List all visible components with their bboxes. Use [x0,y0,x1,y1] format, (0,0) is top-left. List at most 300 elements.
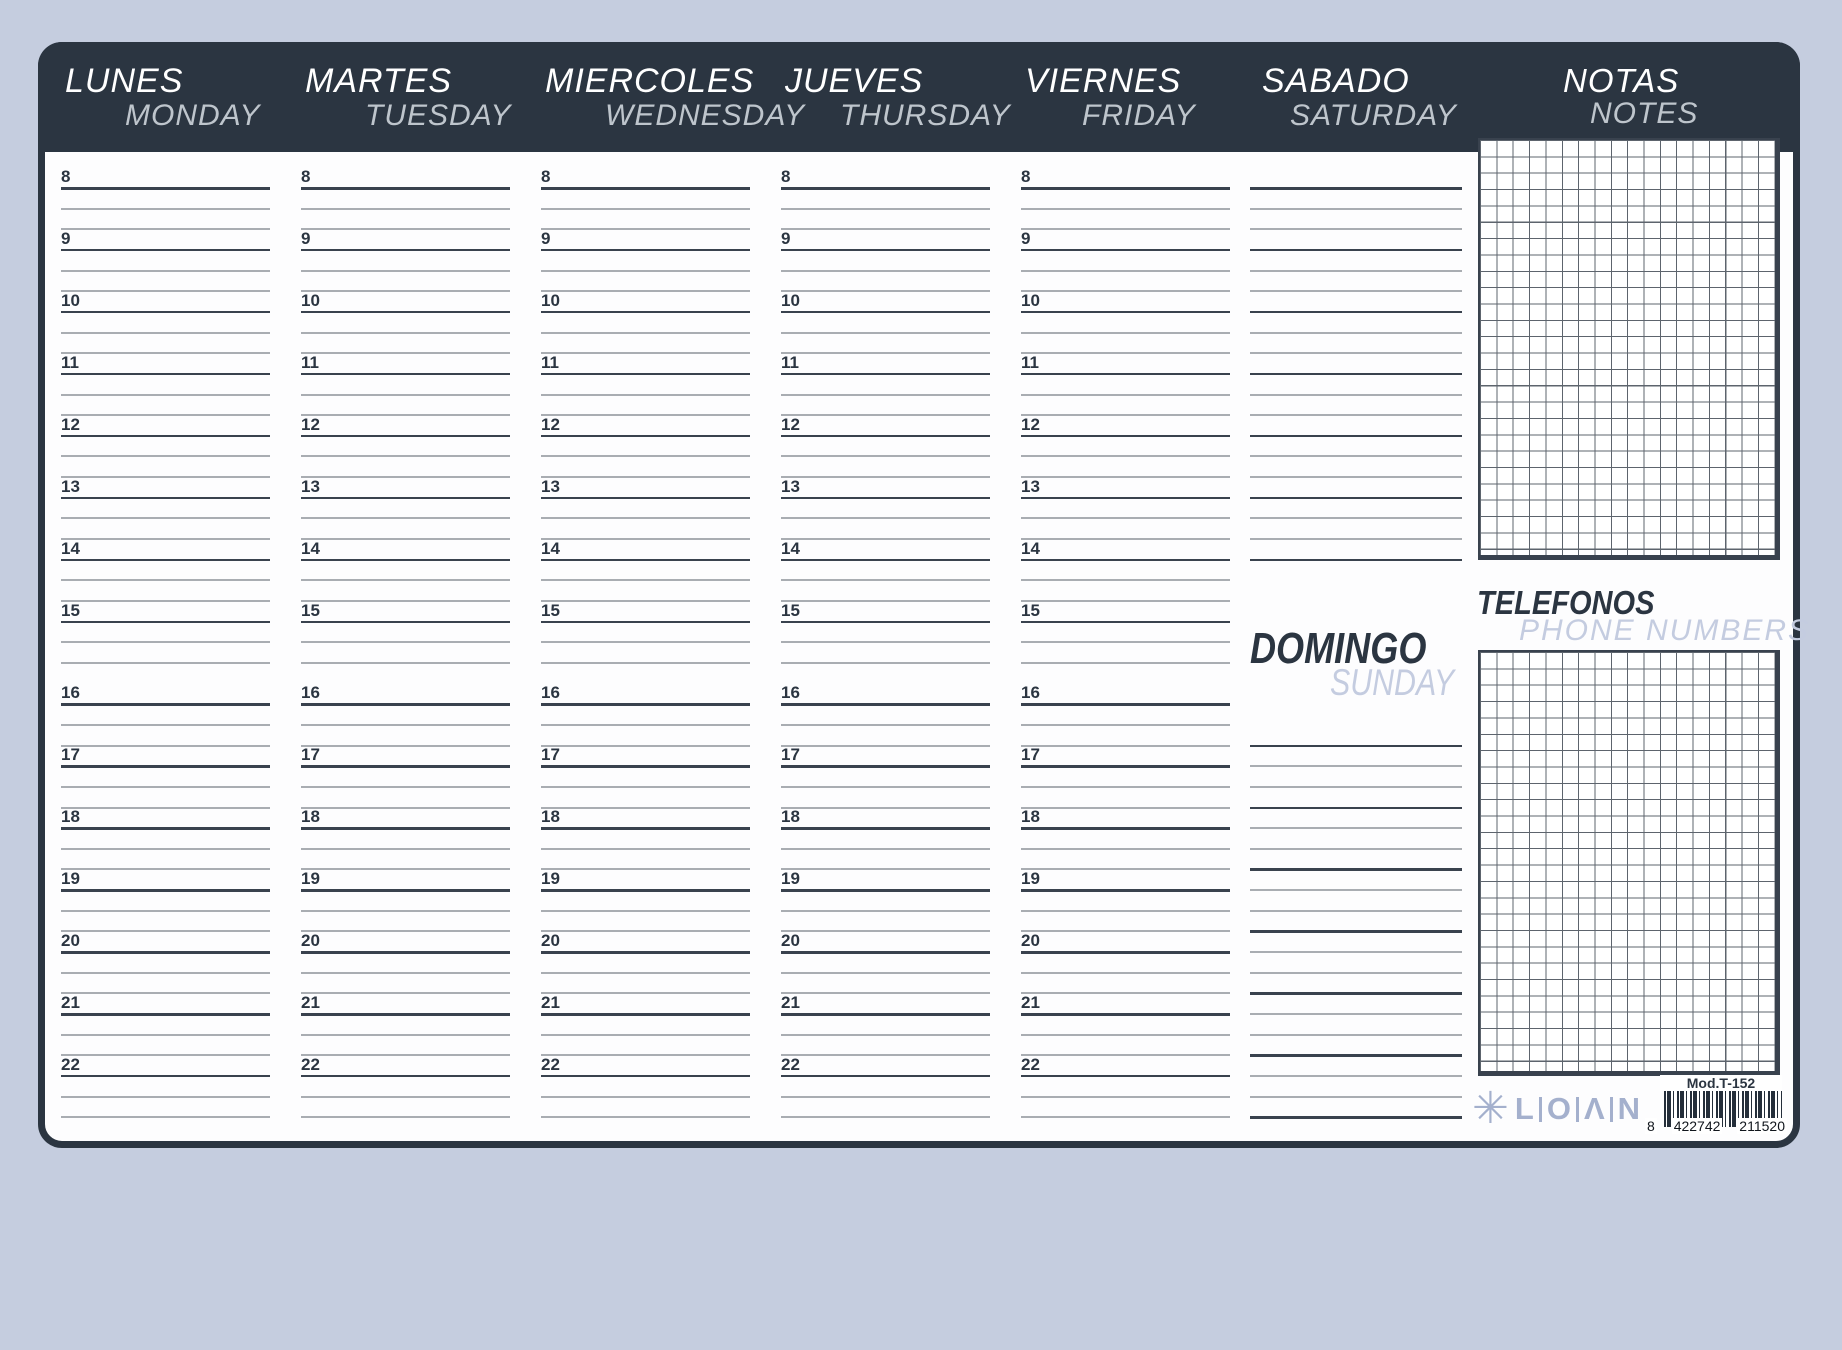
hour-label: 17 [61,745,80,765]
hour-label: 21 [1021,993,1040,1012]
schedule-line [781,208,990,210]
hour-label: 15 [541,600,560,620]
schedule-line [301,311,510,314]
schedule-line [61,745,270,747]
hour-label: 18 [1021,807,1040,827]
schedule-line [541,1075,750,1078]
hour-label: 9 [61,228,71,248]
schedule-line [61,579,270,581]
hour-label: 14 [781,538,800,558]
hour-label: 14 [1021,538,1040,558]
schedule-line [301,827,510,830]
sunday-line [1250,786,1462,788]
sunday-line [1250,1034,1462,1036]
schedule-line [541,538,750,540]
schedule-line [1021,621,1230,624]
hour-label: 10 [781,290,800,310]
schedule-line [541,765,750,768]
schedule-line [61,1075,270,1078]
barcode-digits [1645,1118,1787,1134]
schedule-line [301,559,510,562]
brand-letter-separator [1576,1097,1579,1122]
schedule-line [541,476,750,478]
schedule-line [781,992,990,994]
schedule-line [301,579,510,581]
saturday-line [1250,538,1462,540]
schedule-line [781,662,990,664]
schedule-line [781,394,990,396]
schedule-line [301,270,510,272]
schedule-line [1021,352,1230,354]
schedule-line [61,538,270,540]
schedule-line [781,311,990,314]
schedule-line [1021,765,1230,768]
schedule-line [61,290,270,292]
hour-label: 12 [61,414,80,434]
sunday-line [1250,1116,1462,1119]
hour-label: 19 [541,869,560,889]
schedule-line [1021,290,1230,292]
schedule-line [781,807,990,809]
hour-label: 21 [541,993,560,1012]
sunday-line [1250,951,1462,953]
saturday-line [1250,311,1462,314]
brand-letter: L [1514,1091,1534,1126]
brand-letter-separator [1539,1097,1542,1122]
schedule-line [541,394,750,396]
sunday-line [1250,745,1462,748]
hour-label: 19 [781,869,800,889]
saturday-line [1250,559,1462,562]
schedule-line [1021,559,1230,562]
schedule-line [781,435,990,438]
schedule-line [1021,228,1230,230]
schedule-line [301,621,510,624]
schedule-line [541,208,750,210]
schedule-line [301,641,510,643]
hour-label: 22 [61,1054,80,1074]
schedule-line [541,848,750,850]
brand-letter: N [1617,1091,1641,1126]
schedule-line [301,476,510,478]
hour-label: 12 [781,414,800,434]
hour-label: 9 [1021,228,1031,248]
schedule-line [541,1013,750,1016]
schedule-line [61,930,270,932]
schedule-line [1021,1075,1230,1078]
hour-label: 9 [541,228,551,248]
schedule-line [541,517,750,519]
schedule-line [301,600,510,602]
saturday-line [1250,290,1462,292]
schedule-line [541,1034,750,1036]
schedule-line [541,992,750,994]
schedule-line [541,786,750,788]
schedule-line [541,228,750,230]
schedule-line [1021,270,1230,272]
schedule-line [301,1096,510,1098]
hour-label: 17 [301,745,320,765]
hour-label: 13 [61,476,80,496]
notes-title-en: NOTES [1590,97,1699,130]
schedule-line [61,435,270,438]
schedule-line [781,559,990,562]
sunday-line [1250,1013,1462,1015]
schedule-line [1021,414,1230,416]
schedule-line [301,992,510,994]
schedule-line [1021,497,1230,500]
schedule-line [781,745,990,747]
day-header-lunes: LUNES [65,62,184,100]
hour-label: 21 [61,993,80,1012]
schedule-line [301,662,510,664]
schedule-line [301,332,510,334]
schedule-line [61,517,270,519]
hour-label: 11 [1021,352,1039,372]
schedule-line [541,930,750,932]
schedule-line [1021,1096,1230,1098]
schedule-line [781,1075,990,1078]
schedule-line [61,848,270,850]
sunday-line [1250,930,1462,933]
brand-letter: Λ [1583,1091,1605,1126]
schedule-line [301,435,510,438]
schedule-line [1021,1034,1230,1036]
schedule-line [541,641,750,643]
sunday-line [1250,827,1462,829]
schedule-line [781,270,990,272]
hour-label: 9 [301,228,311,248]
schedule-line [541,497,750,500]
schedule-line [61,332,270,334]
schedule-line [1021,373,1230,376]
notes-title-es: NOTAS [1563,62,1680,99]
sunday-line [1250,910,1462,912]
schedule-line [781,414,990,416]
schedule-line [61,807,270,809]
schedule-line [541,621,750,624]
schedule-line [541,972,750,974]
hour-label: 9 [781,228,791,248]
schedule-line [301,745,510,747]
hour-label: 14 [301,538,320,558]
phones-title-es: TELEFONOS [1477,584,1655,621]
hour-label: 16 [301,683,320,703]
hour-label: 10 [301,290,320,310]
hour-label: 17 [541,745,560,765]
schedule-line [781,724,990,726]
barcode-digit-group: 211520 [1739,1118,1785,1134]
schedule-line [61,889,270,892]
schedule-line [61,641,270,643]
schedule-line [1021,517,1230,519]
schedule-line [541,249,750,252]
hour-label: 15 [1021,600,1040,620]
schedule-line [301,455,510,457]
schedule-line [1021,745,1230,747]
schedule-line [61,868,270,870]
schedule-line [1021,910,1230,912]
saturday-line [1250,476,1462,478]
schedule-line [541,724,750,726]
hour-label: 8 [301,167,311,186]
schedule-line [541,662,750,664]
schedule-line [301,868,510,870]
day-header-tuesday: TUESDAY [365,99,512,132]
schedule-line [301,765,510,768]
hour-label: 8 [781,167,791,186]
day-header-thursday: THURSDAY [840,99,1011,132]
schedule-line [1021,992,1230,994]
schedule-line [61,703,270,706]
schedule-line [541,868,750,870]
schedule-line [61,455,270,457]
schedule-line [781,1013,990,1016]
hour-label: 15 [61,600,80,620]
schedule-line [61,951,270,954]
schedule-line [781,352,990,354]
day-header-miercoles: MIERCOLES [545,62,755,100]
schedule-line [541,889,750,892]
schedule-line [301,786,510,788]
schedule-line [301,373,510,376]
brand-letters [1515,1091,1640,1127]
schedule-line [781,228,990,230]
schedule-line [301,1075,510,1078]
schedule-line [1021,455,1230,457]
hour-label: 20 [781,931,800,951]
sunday-title-es: DOMINGO [1250,624,1427,673]
schedule-line [1021,208,1230,210]
barcode-digit-group: 422742 [1673,1118,1721,1134]
schedule-line [1021,848,1230,850]
schedule-line [781,1054,990,1056]
schedule-line [1021,187,1230,190]
hour-label: 22 [541,1054,560,1074]
schedule-line [541,1116,750,1118]
schedule-line [781,290,990,292]
model-number: Mod.T-152 [1660,1075,1782,1091]
hour-label: 18 [61,807,80,827]
schedule-line [541,579,750,581]
schedule-line [1021,311,1230,314]
hour-label: 12 [301,414,320,434]
schedule-line [541,414,750,416]
schedule-line [781,187,990,190]
hour-label: 13 [1021,476,1040,496]
schedule-line [541,352,750,354]
schedule-line [61,187,270,190]
schedule-line [1021,579,1230,581]
schedule-line [61,249,270,252]
schedule-line [61,1096,270,1098]
schedule-line [1021,435,1230,438]
phones-title-en: PHONE NUMBERS [1519,614,1811,647]
schedule-line [301,538,510,540]
schedule-line [781,476,990,478]
hour-label: 16 [1021,683,1040,703]
schedule-line [301,352,510,354]
schedule-line [61,621,270,624]
schedule-line [301,517,510,519]
schedule-line [61,992,270,994]
saturday-line [1250,455,1462,457]
schedule-line [541,455,750,457]
sunday-line [1250,1096,1462,1098]
hour-label: 19 [61,869,80,889]
schedule-line [781,910,990,912]
schedule-line [781,249,990,252]
schedule-line [301,228,510,230]
schedule-line [781,579,990,581]
hour-label: 21 [301,993,320,1012]
phones-grid [1478,650,1780,1076]
saturday-line [1250,373,1462,376]
schedule-line [541,703,750,706]
hour-label: 21 [781,993,800,1012]
schedule-line [61,1054,270,1056]
saturday-line [1250,228,1462,230]
hour-label: 11 [301,352,319,372]
schedule-line [61,724,270,726]
hour-label: 13 [541,476,560,496]
hour-label: 10 [1021,290,1040,310]
schedule-line [781,1116,990,1118]
saturday-line [1250,394,1462,396]
schedule-line [1021,662,1230,664]
schedule-line [61,559,270,562]
schedule-line [1021,951,1230,954]
schedule-line [61,1013,270,1016]
schedule-line [61,910,270,912]
hour-label: 19 [301,869,320,889]
sunday-line [1250,765,1462,767]
hour-label: 8 [61,167,71,186]
hour-label: 22 [301,1054,320,1074]
schedule-line [781,641,990,643]
hour-label: 12 [541,414,560,434]
hour-label: 16 [781,683,800,703]
schedule-line [61,786,270,788]
schedule-line [301,703,510,706]
notes-grid [1478,138,1780,560]
hour-label: 11 [541,352,559,372]
day-header-saturday: SATURDAY [1290,99,1457,132]
hour-label: 19 [1021,869,1040,889]
schedule-line [61,497,270,500]
schedule-line [301,1054,510,1056]
schedule-line [541,373,750,376]
schedule-line [1021,600,1230,602]
schedule-line [61,373,270,376]
schedule-line [1021,476,1230,478]
schedule-line [541,311,750,314]
schedule-line [301,1116,510,1118]
schedule-line [301,951,510,954]
schedule-line [781,930,990,932]
schedule-line [781,889,990,892]
schedule-line [301,187,510,190]
schedule-line [1021,1054,1230,1056]
hour-label: 13 [301,476,320,496]
schedule-line [1021,703,1230,706]
day-header-sabado: SABADO [1262,62,1410,100]
sunday-title-en: SUNDAY [1330,662,1455,703]
schedule-line [301,848,510,850]
schedule-line [781,972,990,974]
sunday-line [1250,992,1462,995]
saturday-line [1250,270,1462,272]
schedule-line [1021,641,1230,643]
schedule-line [61,972,270,974]
schedule-line [301,930,510,932]
schedule-line [301,1034,510,1036]
schedule-line [61,394,270,396]
schedule-line [1021,972,1230,974]
saturday-line [1250,414,1462,416]
schedule-line [301,414,510,416]
schedule-line [541,951,750,954]
hour-label: 8 [1021,167,1031,186]
schedule-line [1021,332,1230,334]
schedule-line [541,270,750,272]
day-header-martes: MARTES [305,62,453,100]
hour-label: 14 [541,538,560,558]
schedule-line [301,972,510,974]
schedule-line [1021,538,1230,540]
schedule-line [541,807,750,809]
schedule-line [61,311,270,314]
hour-label: 13 [781,476,800,496]
schedule-line [301,394,510,396]
schedule-line [1021,1116,1230,1118]
schedule-line [301,889,510,892]
schedule-line [1021,930,1230,932]
barcode-digit-group: 8 [1647,1118,1655,1134]
hour-label: 22 [1021,1054,1040,1074]
hour-label: 17 [1021,745,1040,765]
schedule-line [61,270,270,272]
schedule-line [781,621,990,624]
schedule-line [301,807,510,809]
schedule-line [781,868,990,870]
schedule-line [541,827,750,830]
schedule-line [61,208,270,210]
day-header-wednesday: WEDNESDAY [605,99,806,132]
schedule-line [781,848,990,850]
hour-label: 11 [781,352,799,372]
hour-label: 14 [61,538,80,558]
schedule-line [541,910,750,912]
hour-label: 15 [781,600,800,620]
saturday-line [1250,435,1462,438]
hour-label: 8 [541,167,551,186]
schedule-line [301,249,510,252]
schedule-line [1021,394,1230,396]
schedule-line [541,600,750,602]
schedule-line [781,517,990,519]
saturday-line [1250,208,1462,210]
schedule-line [781,455,990,457]
schedule-line [301,910,510,912]
schedule-line [61,765,270,768]
day-header-monday: MONDAY [125,99,261,132]
hour-label: 20 [61,931,80,951]
saturday-line [1250,497,1462,500]
sunday-line [1250,972,1462,974]
schedule-line [61,662,270,664]
sunday-line [1250,868,1462,871]
